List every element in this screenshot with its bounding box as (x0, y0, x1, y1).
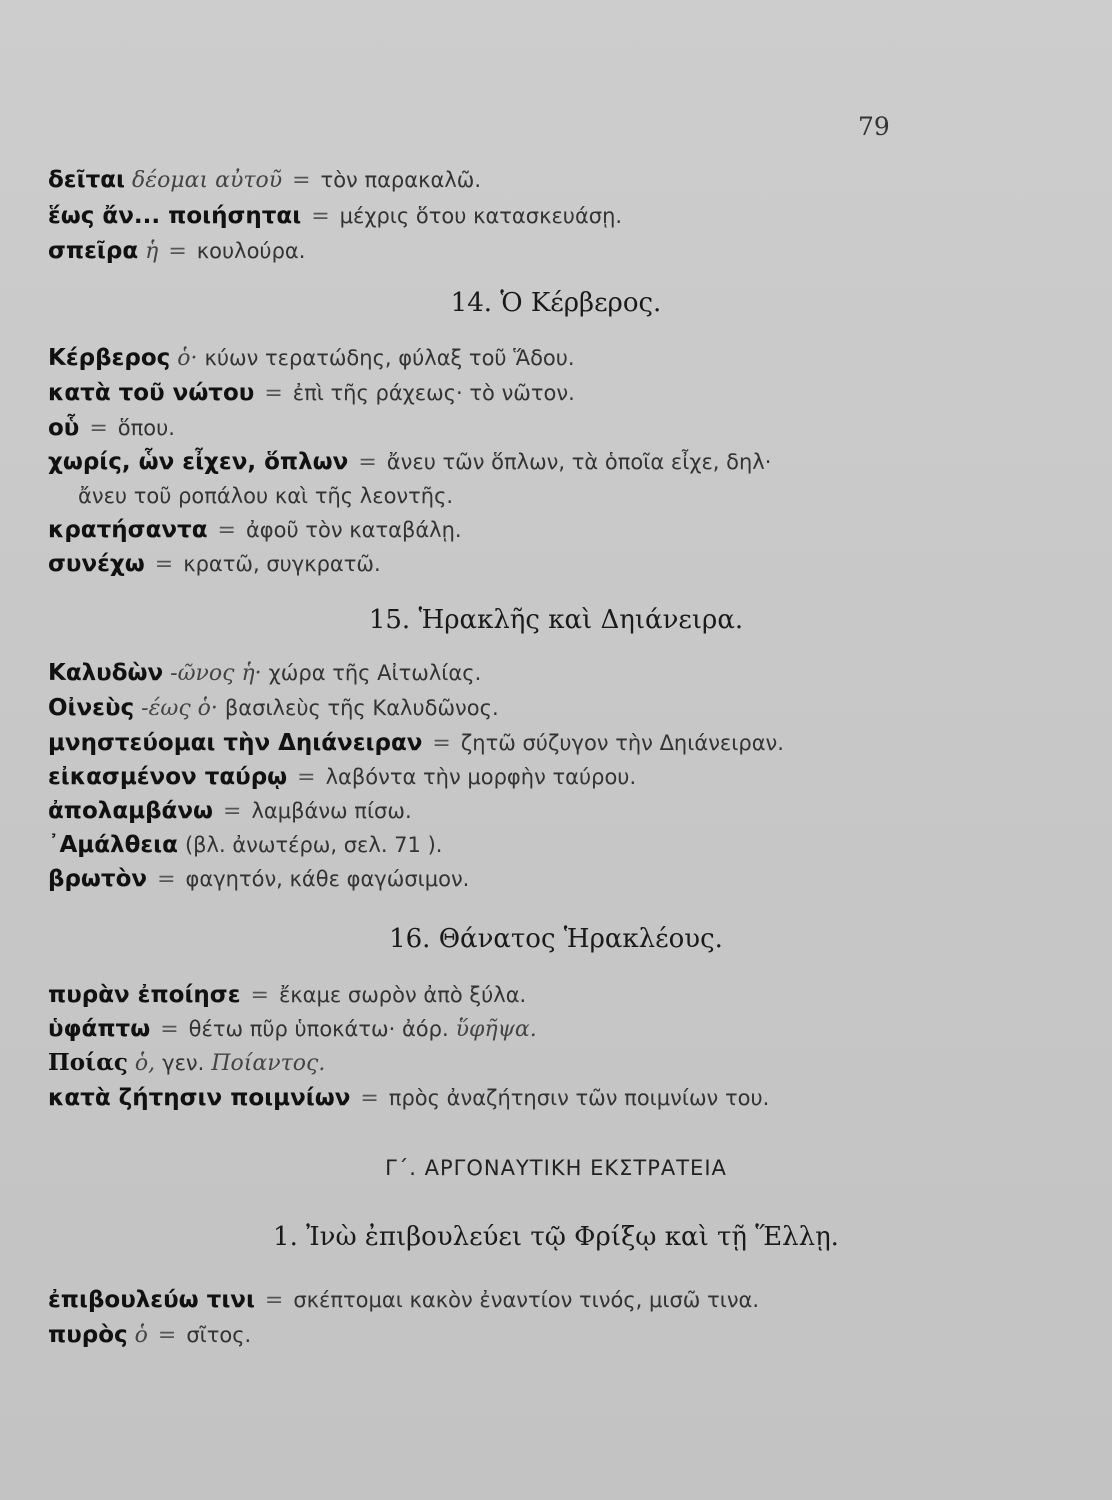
entry-synecho: συνέχω = κρατῶ, συγκρατῶ. (48, 551, 381, 577)
entry-poias: Ποίας ὁ, γεν. Ποίαντος. (48, 1049, 326, 1076)
section-15-title: 15. Ἡρακλῆς καὶ Δηιάνειρα. (368, 605, 744, 635)
entry-speira: σπεῖρα ἡ = κουλούρα. (48, 238, 306, 264)
entry-heos-an: ἕως ἄν... ποιήσηται = μέχρις ὅτου κατασκευάσῃ. (48, 203, 623, 229)
part-gamma-title: Γ΄. ΑΡΓΟΝΑΥΤΙΚΗ ΕΚΣΤΡΑΤΕΙΑ (385, 1156, 727, 1180)
entry-pyran: πυρὰν ἐποίησε = ἔκαμε σωρὸν ἀπὸ ξύλα. (48, 982, 527, 1008)
entry-hou: οὗ = ὅπου. (48, 415, 175, 441)
part-gamma-section-1-title: 1. Ἰνὼ ἐπιβουλεύει τῷ Φρίξῳ καὶ τῇ Ἕλλῃ. (273, 1222, 839, 1252)
entry-mnesteuomai: μνηστεύομαι τὴν Δηιάνειραν = ζητῶ σύζυγον τὴν Δηιάνειραν. (48, 730, 784, 756)
entry-epibouleuo: ἐπιβουλεύω τινι = σκέπτομαι κακὸν ἐναντίον τινός, μισῶ τινα. (48, 1287, 760, 1313)
page-number: 79 (858, 112, 890, 141)
entry-kalydon: Καλυδὼν -ῶνος ἡ· χώρα τῆς Αἰτωλίας. (48, 660, 482, 686)
section-14-title: 14. Ὁ Κέρβερος. (450, 288, 662, 318)
entry-broton: βρωτὸν = φαγητόν, κάθε φαγώσιμον. (48, 866, 470, 892)
entry-choris: χωρίς, ὧν εἶχεν, ὅπλων = ἄνευ τῶν ὅπλων, τὰ ὁποῖα εἶχε, δηλ· (48, 449, 772, 475)
entry-hyphapto: ὑφάπτω = θέτω πῦρ ὑποκάτω· ἀόρ. ὕφῆψα. (48, 1016, 537, 1042)
entry-kratesanta: κρατήσαντα = ἀφοῦ τὸν καταβάλῃ. (48, 517, 462, 543)
entry-kata-zetesin: κατὰ ζήτησιν ποιμνίων = πρὸς ἀναζήτησιν τῶν ποιμνίων του. (48, 1085, 770, 1111)
entry-pyros: πυρὸς ὁ = σῖτος. (48, 1322, 252, 1348)
entry-kerberos: Κέρβερος ὁ· κύων τερατώδης, φύλαξ τοῦ Ἅδου. (48, 345, 575, 371)
entry-kata-tou-notou: κατὰ τοῦ νώτου = ἐπὶ τῆς ράχεως· τὸ νῶτον. (48, 380, 575, 406)
entry-apolambano: ἀπολαμβάνω = λαμβάνω πίσω. (48, 798, 412, 824)
section-16-title: 16. Θάνατος Ἡρακλέους. (389, 924, 723, 954)
entry-eikasmenon: εἰκασμένον ταύρῳ = λαβόντα τὴν μορφὴν ταύρου. (48, 764, 637, 790)
entry-choris-continuation: ἄνευ τοῦ ροπάλου καὶ τῆς λεοντῆς. (78, 484, 454, 508)
entry-oineus: Οἰνεὺς -έως ὁ· βασιλεὺς τῆς Καλυδῶνος. (48, 695, 499, 721)
entry-deitai: δεῖται δέομαι αὐτοῦ = τὸν παρακαλῶ. (48, 167, 482, 193)
entry-amaltheia: ᾿Αμάλθεια (βλ. ἀνωτέρω, σελ. 71 ). (48, 832, 443, 858)
